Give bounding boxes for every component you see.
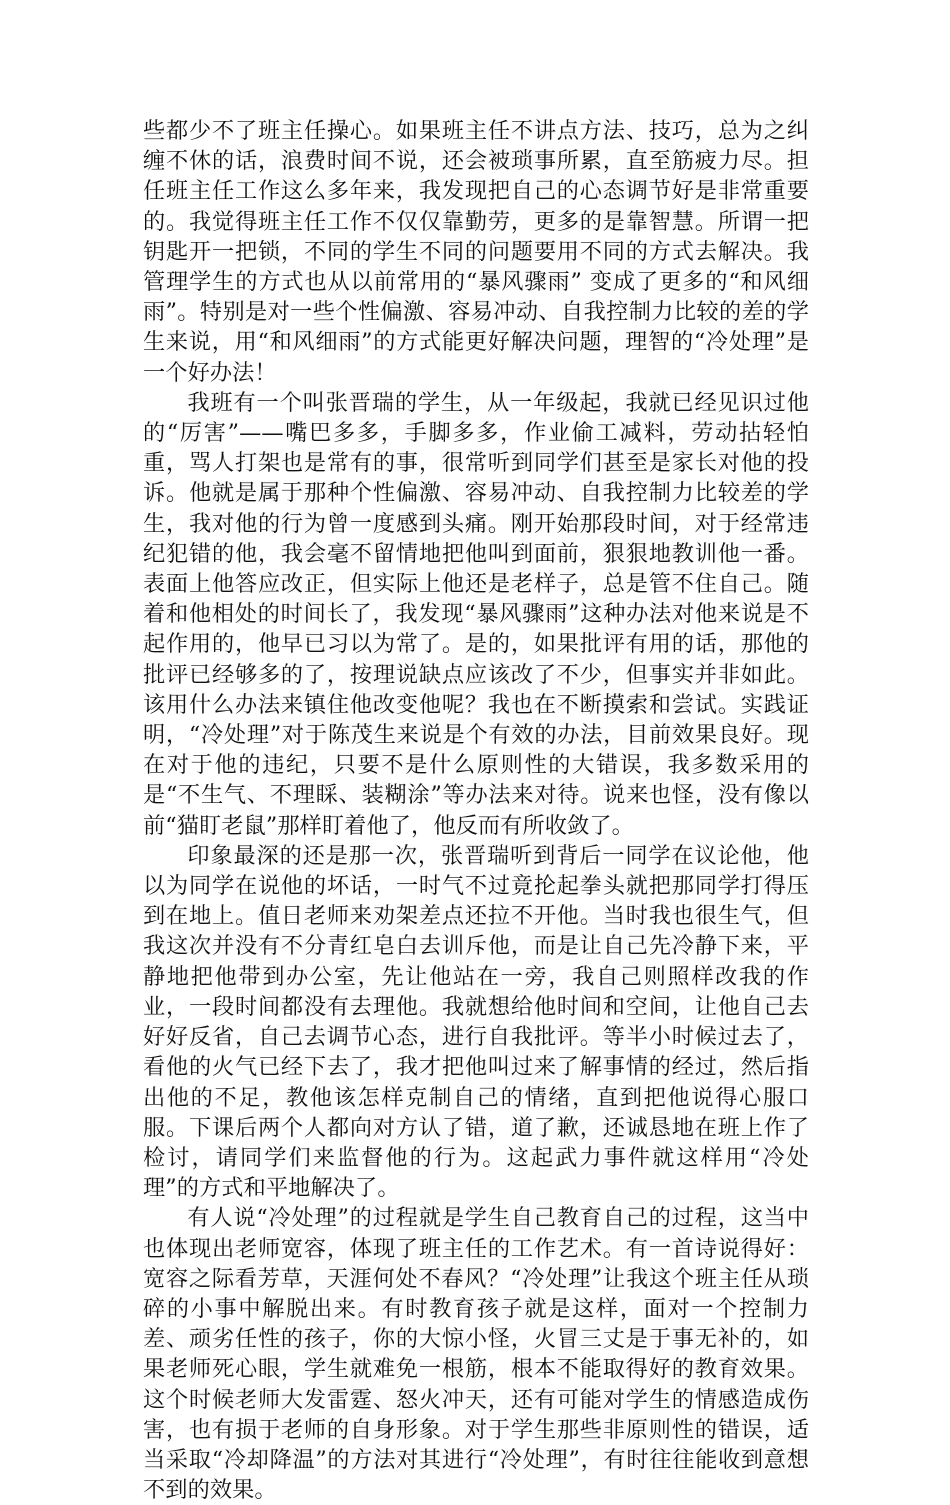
paragraph-continuation: 些都少不了班主任操心。如果班主任不讲点方法、技巧，总为之纠缠不休的话，浪费时间不说，还会被琐事所累，直至筋疲力尽。担任班主任工作这么多年来，我发现把自己的心态调节好是非常重要的。我觉得班主任工作不仅仅靠勤劳，更多的是靠智慧。所谓一把钥匙开一把锁，不同的学生不同的问题要用不同的方式去解决。我管理学生的方式也从以前常用的“暴风骤雨” 变成了更多的“和风细雨”。特别是对一些个性偏激、容易冲动、自我控制力比较的差的学生来说，用“和风细雨”的方式能更好解决问题，理智的“冷处理”是一个好办法！ [143,118,809,386]
paragraph-student-intro: 我班有一个叫张晋瑞的学生，从一年级起，我就已经见识过他的“厉害”——嘴巴多多，手脚多多，作业偷工减料，劳动拈轻怕重，骂人打架也是常有的事，很常听到同学们甚至是家长对他的投诉。他就是属于那种个性偏激、容易冲动、自我控制力比较差的学生，我对他的行为曾一度感到头痛。刚开始那段时间，对于经常违纪犯错的他，我会毫不留情地把他叫到面前，狠狠地教训他一番。表面上他答应改正，但实际上他还是老样子，总是管不住自己。随着和他相处的时间长了，我发现“暴风骤雨”这种办法对他来说是不起作用的，他早已习以为常了。是的，如果批评有用的话，那他的批评已经够多的了，按理说缺点应该改了不少，但事实并非如此。该用什么办法来镇住他改变他呢？我也在不断摸索和尝试。实践证明，“冷处理”对于陈茂生来说是个有效的办法，目前效果良好。现在对于他的违纪，只要不是什么原则性的大错误，我多数采用的是“不生气、不理睬、装糊涂”等办法来对待。说来也怪，没有像以前“猫盯老鼠”那样盯着他了，他反而有所收敛了。 [143,389,809,839]
paragraph-incident: 印象最深的还是那一次，张晋瑞听到背后一同学在议论他，他以为同学在说他的坏话，一时气不过竟抡起拳头就把那同学打得压到在地上。值日老师来劝架差点还拉不开他。当时我也很生气，但我这次并没有不分青红皂白去训斥他，而是让自己先冷静下来，平静地把他带到办公室，先让他站在一旁，我自己则照样改我的作业，一段时间都没有去理他。我就想给他时间和空间，让他自己去好好反省，自己去调节心态，进行自我批评。等半小时候过去了，看他的火气已经下去了，我才把他叫过来了解事情的经过，然后指出他的不足，教他该怎样克制自己的情绪，直到把他说得心服口服。下课后两个人都向对方认了错，道了歉，还诚恳地在班上作了检讨，请同学们来监督他的行为。这起武力事件就这样用“冷处理”的方式和平地解决了。 [143,842,809,1202]
paragraph-reflection: 有人说“冷处理”的过程就是学生自己教育自己的过程，这当中也体现出老师宽容，体现了班主任的工作艺术。有一首诗说得好：宽容之际看芳草，天涯何处不春风？“冷处理”让我这个班主任从琐碎的小事中解脱出来。有时教育孩子就是这样，面对一个控制力差、顽劣任性的孩子，你的大惊小怪，火冒三丈是于事无补的，如果老师死心眼，学生就难免一根筋，根本不能取得好的教育效果。这个时候老师大发雷霆、怒火冲天，还有可能对学生的情感造成伤害，也有损于老师的自身形象。对于学生那些非原则性的错误，适当采取“冷却降温”的方法对其进行“冷处理”，有时往往能收到意想不到的效果。 [143,1205,809,1504]
document-body [143,116,809,1505]
